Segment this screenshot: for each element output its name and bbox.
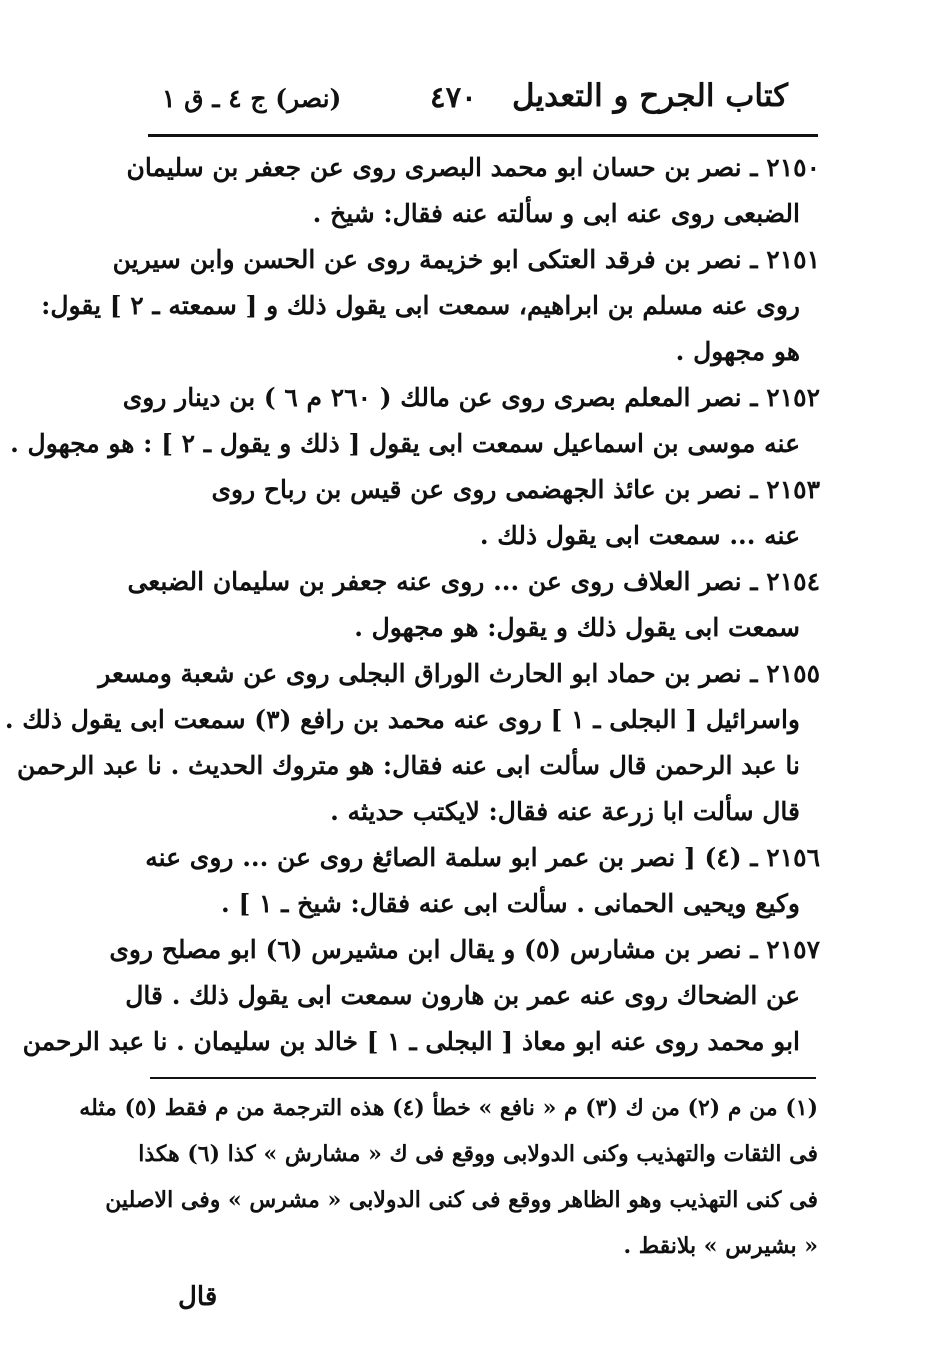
entry-line: ٢١٥٥ ـ نصر بن حماد ابو الحارث الوراق البجلى روى عن شعبة ومسعر	[98, 659, 820, 688]
entry-line: ٢١٥٤ ـ نصر العلاف روى عن ... روى عنه جعفر بن سليمان الضبعى	[127, 567, 820, 596]
entry-line: ٢١٥٢ ـ نصر المعلم بصرى روى عن مالك ( ٢٦٠ م ٦ ) بن دينار روى	[122, 383, 820, 412]
entry-line: هو مجهول .	[675, 337, 800, 366]
footnote-line: فى كنى التهذيب وهو الظاهر ووقع فى كنى الدولابى « مشرس » وفى الاصلين	[105, 1187, 818, 1213]
entry-line: ابو محمد روى عنه ابو معاذ [ البجلى ـ ١ ] خالد بن سليمان . نا عبد الرحمن	[22, 1027, 800, 1056]
header-rule	[148, 134, 818, 137]
entry-line: نا عبد الرحمن قال سألت ابى عنه فقال: هو متروك الحديث . نا عبد الرحمن	[17, 751, 800, 780]
entry-line: عنه ... سمعت ابى يقول ذلك .	[479, 521, 800, 550]
book-title: كتاب الجرح و التعديل	[511, 78, 788, 114]
running-header	[148, 78, 788, 122]
entry-line: عن الضحاك روى عنه عمر بن هارون سمعت ابى يقول ذلك . قال	[125, 981, 800, 1010]
entry-line: سمعت ابى يقول ذلك و يقول: هو مجهول .	[354, 613, 800, 642]
entry-line: قال سألت ابا زرعة عنه فقال: لايكتب حديثه .	[330, 797, 800, 826]
footnote-line: « بشيرس » بلانقط .	[623, 1233, 818, 1259]
entry-line: عنه موسى بن اسماعيل سمعت ابى يقول [ ذلك و يقول ـ ٢ ] : هو مجهول .	[10, 429, 800, 458]
entry-line: ٢١٥٧ ـ نصر بن مشارس (٥) و يقال ابن مشيرس (٦) ابو مصلح روى	[109, 935, 820, 964]
entry-line: ٢١٥٣ ـ نصر بن عائذ الجهضمى روى عن قيس بن رباح روى	[211, 475, 820, 504]
entry-line: روى عنه مسلم بن ابراهيم، سمعت ابى يقول ذلك و [ سمعته ـ ٢ ] يقول:	[41, 291, 800, 320]
entry-line: ٢١٥١ ـ نصر بن فرقد العتكى ابو خزيمة روى عن الحسن وابن سيرين	[112, 245, 820, 274]
footnote-line: فى الثقات والتهذيب وكنى الدولابى ووقع فى ك « مشارش » كذا (٦) هكذا	[138, 1141, 818, 1167]
entry-line: الضبعى روى عنه ابى و سألته عنه فقال: شيخ .	[312, 199, 800, 228]
entry-line: واسرائيل [ البجلى ـ ١ ] روى عنه محمد بن رافع (٣) سمعت ابى يقول ذلك .	[4, 705, 800, 734]
entry-line: ٢١٥٦ ـ (٤) [ نصر بن عمر ابو سلمة الصائغ روى عن ... روى عنه	[145, 843, 820, 872]
catchword: قال	[178, 1282, 218, 1312]
footnotes	[79, 1085, 818, 1269]
footnote-line: (١) من م (٢) من ك (٣) م « نافع » خطأ (٤) هذه الترجمة من م فقط (٥) مثله	[79, 1095, 818, 1121]
page-number: ٤٧٠	[430, 80, 477, 114]
section-tag: (نصر) ج ٤ ـ ق ١	[162, 84, 342, 113]
entry-line: وكيع ويحيى الحمانى . سألت ابى عنه فقال: شيخ ـ ١ ] .	[221, 889, 800, 918]
entries-body	[4, 145, 820, 1065]
entry-line: ٢١٥٠ ـ نصر بن حسان ابو محمد البصرى روى عن جعفر بن سليمان	[126, 153, 820, 182]
footnote-rule	[150, 1077, 816, 1079]
